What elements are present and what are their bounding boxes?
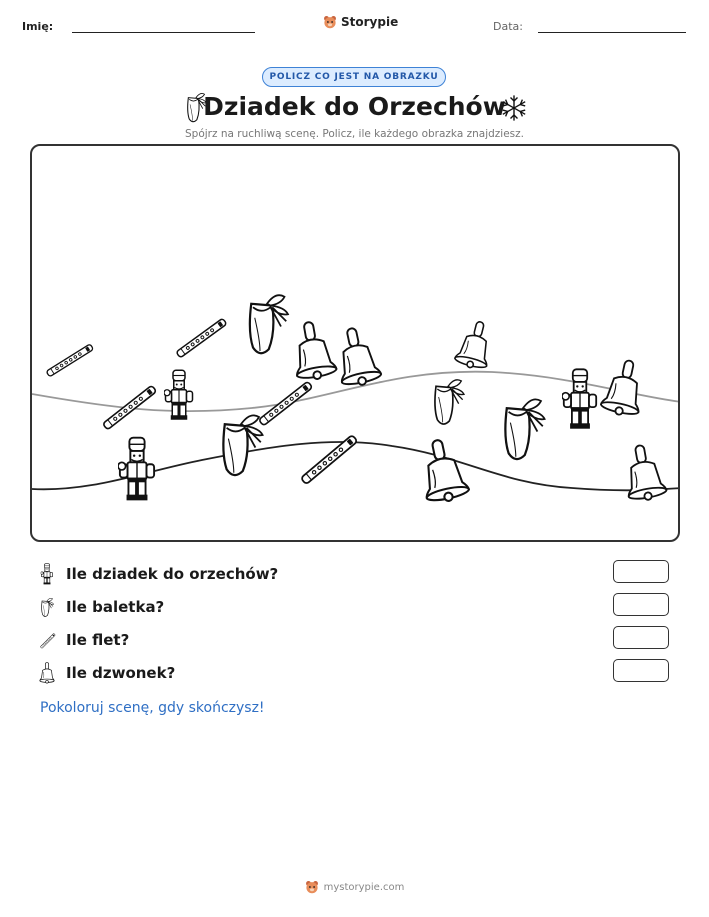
scene-flute xyxy=(103,385,157,430)
scene-nutcracker xyxy=(164,370,193,420)
ballet-shoe-icon xyxy=(38,596,56,618)
scene-nutcracker xyxy=(118,438,154,501)
name-line[interactable] xyxy=(72,32,255,33)
nutcracker-icon xyxy=(38,563,56,585)
page-title: Dziadek do Orzechów xyxy=(203,92,506,121)
question-row xyxy=(38,561,278,587)
question-label: Ile flet? xyxy=(66,631,130,649)
footer-url[interactable]: mystorypie.com xyxy=(323,881,405,893)
name-label: Imię: xyxy=(22,20,54,33)
bear-logo-icon xyxy=(323,15,337,29)
snowflake-icon xyxy=(500,94,528,122)
question-label: Ile dziadek do orzechów? xyxy=(66,565,279,583)
scene-flute xyxy=(176,318,227,358)
date-line[interactable] xyxy=(538,32,686,33)
scene-canvas xyxy=(32,146,680,542)
scene-bell xyxy=(416,436,471,505)
answer-box-flute[interactable] xyxy=(613,626,669,649)
scene-ballet-shoe xyxy=(435,380,464,424)
footer xyxy=(0,880,709,894)
bear-logo-icon xyxy=(305,880,319,894)
scene-bell xyxy=(331,324,382,389)
scene-flute xyxy=(46,344,93,377)
page-subtitle: Spójrz na ruchliwą scenę. Policz, ile każdego obrazka znajdziesz. xyxy=(185,128,524,140)
scene-bell xyxy=(454,318,497,371)
flute-icon xyxy=(38,629,56,651)
question-row xyxy=(38,627,129,653)
brand-logo xyxy=(323,15,398,29)
answer-box-nutcracker[interactable] xyxy=(613,560,669,583)
scene-ballet-shoe xyxy=(250,295,288,353)
scene-bell xyxy=(620,442,667,503)
scene-bell xyxy=(288,319,337,383)
question-label: Ile dzwonek? xyxy=(66,664,176,682)
counting-scene xyxy=(30,144,680,542)
question-row xyxy=(38,660,175,686)
question-row xyxy=(38,594,164,620)
answer-box-bell[interactable] xyxy=(613,659,669,682)
coloring-note: Pokoloruj scenę, gdy skończysz! xyxy=(40,700,265,716)
bell-icon xyxy=(38,662,56,684)
scene-nutcracker xyxy=(562,369,596,428)
date-label: Data: xyxy=(493,20,523,33)
scene-ballet-shoe xyxy=(223,415,262,475)
brand-name: Storypie xyxy=(341,15,399,29)
question-label: Ile baletka? xyxy=(66,598,165,616)
answer-box-ballet-shoe[interactable] xyxy=(613,593,669,616)
instruction-badge: POLICZ CO JEST NA OBRAZKU xyxy=(262,67,446,87)
scene-flute xyxy=(259,381,313,426)
scene-ballet-shoe xyxy=(505,399,544,459)
